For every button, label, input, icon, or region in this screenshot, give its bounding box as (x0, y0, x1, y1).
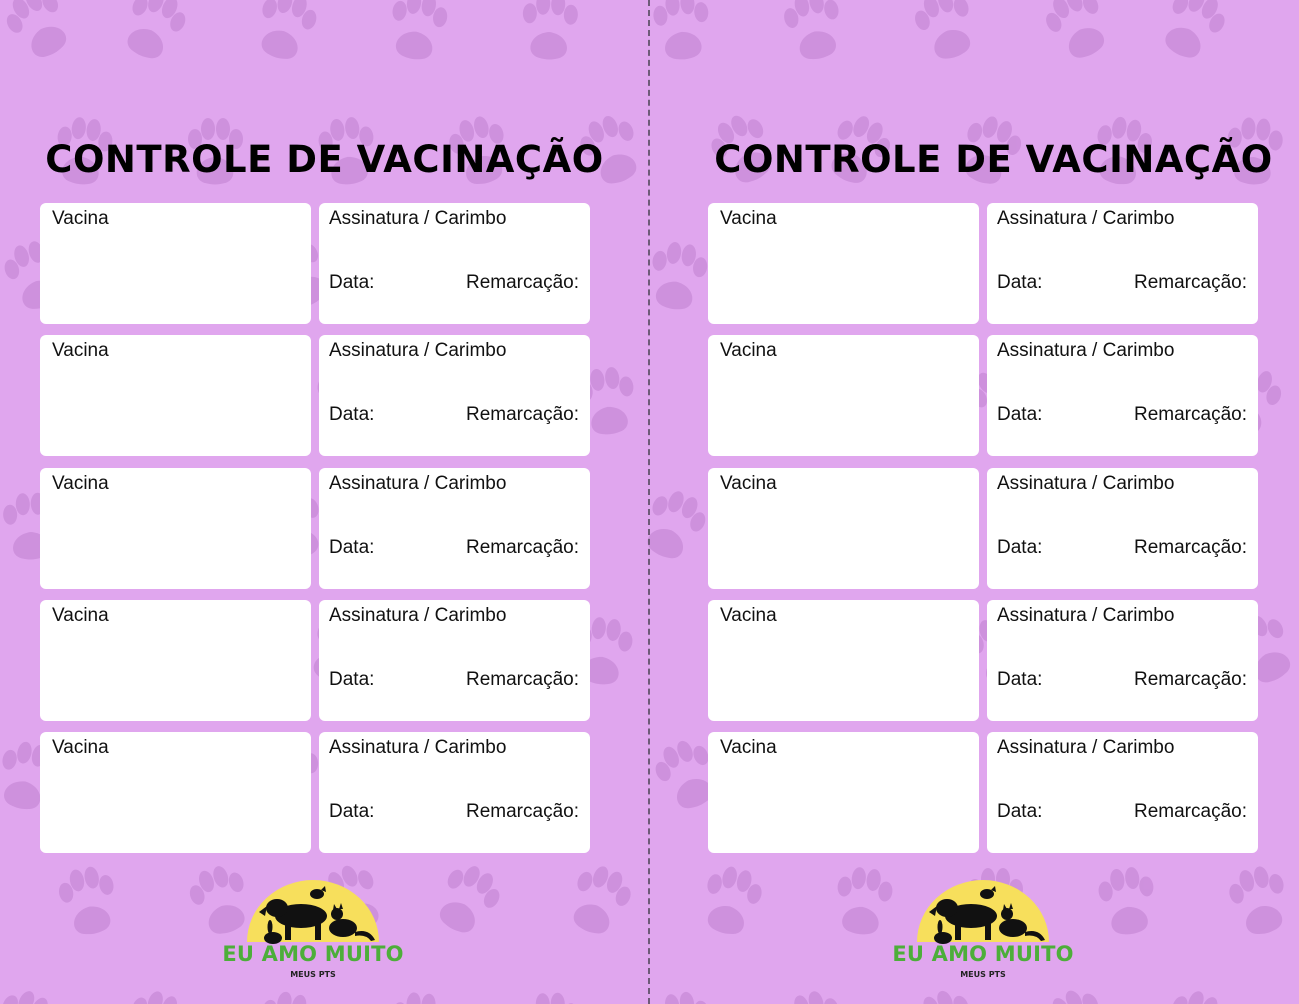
vaccine-box[interactable] (40, 335, 311, 456)
date-label: Data: (329, 404, 375, 425)
signature-label: Assinatura / Carimbo (997, 208, 1175, 229)
reschedule-label: Remarcação: (1134, 537, 1247, 558)
reschedule-label: Remarcação: (1134, 404, 1247, 425)
date-label: Data: (329, 669, 375, 690)
reschedule-label: Remarcação: (466, 272, 579, 293)
signature-label: Assinatura / Carimbo (329, 473, 507, 494)
vaccine-label: Vacina (52, 208, 109, 229)
vaccine-label: Vacina (52, 340, 109, 361)
vaccine-label: Vacina (720, 473, 777, 494)
vaccine-label: Vacina (720, 340, 777, 361)
vaccine-label: Vacina (52, 605, 109, 626)
vaccine-box[interactable] (708, 335, 979, 456)
vaccine-box[interactable] (40, 600, 311, 721)
vaccine-box[interactable] (40, 203, 311, 324)
vaccine-box[interactable] (708, 203, 979, 324)
logo-name: EU AMO MUITO (892, 942, 1074, 966)
vaccine-box[interactable] (40, 468, 311, 589)
vaccination-card-left (0, 0, 649, 1004)
vaccine-box[interactable] (40, 732, 311, 853)
signature-label: Assinatura / Carimbo (329, 605, 507, 626)
reschedule-label: Remarcação: (466, 404, 579, 425)
signature-box[interactable] (987, 203, 1258, 324)
logo-tagline: MEUS PTS (960, 970, 1006, 979)
brand-logo (883, 876, 1083, 986)
vaccine-box[interactable] (708, 468, 979, 589)
logo-name: EU AMO MUITO (222, 942, 404, 966)
reschedule-label: Remarcação: (466, 537, 579, 558)
signature-box[interactable] (987, 468, 1258, 589)
date-label: Data: (329, 537, 375, 558)
brand-logo (213, 876, 413, 986)
signature-box[interactable] (319, 335, 590, 456)
vaccine-box[interactable] (708, 732, 979, 853)
reschedule-label: Remarcação: (1134, 801, 1247, 822)
date-label: Data: (329, 801, 375, 822)
vaccine-label: Vacina (720, 605, 777, 626)
date-label: Data: (997, 272, 1043, 293)
vaccine-label: Vacina (52, 473, 109, 494)
reschedule-label: Remarcação: (466, 669, 579, 690)
signature-box[interactable] (987, 335, 1258, 456)
date-label: Data: (997, 801, 1043, 822)
date-label: Data: (997, 669, 1043, 690)
signature-label: Assinatura / Carimbo (329, 737, 507, 758)
vaccine-label: Vacina (720, 208, 777, 229)
signature-box[interactable] (319, 203, 590, 324)
signature-label: Assinatura / Carimbo (329, 208, 507, 229)
vaccine-label: Vacina (52, 737, 109, 758)
signature-label: Assinatura / Carimbo (997, 737, 1175, 758)
signature-box[interactable] (987, 732, 1258, 853)
page-title: CONTROLE DE VACINAÇÃO (714, 138, 1273, 181)
reschedule-label: Remarcação: (1134, 272, 1247, 293)
signature-label: Assinatura / Carimbo (997, 340, 1175, 361)
date-label: Data: (997, 404, 1043, 425)
date-label: Data: (329, 272, 375, 293)
signature-label: Assinatura / Carimbo (329, 340, 507, 361)
reschedule-label: Remarcação: (1134, 669, 1247, 690)
page-title: CONTROLE DE VACINAÇÃO (45, 138, 604, 181)
vaccine-label: Vacina (720, 737, 777, 758)
vaccine-box[interactable] (708, 600, 979, 721)
reschedule-label: Remarcação: (466, 801, 579, 822)
signature-box[interactable] (319, 600, 590, 721)
logo-tagline: MEUS PTS (290, 970, 336, 979)
signature-box[interactable] (319, 468, 590, 589)
signature-box[interactable] (319, 732, 590, 853)
signature-label: Assinatura / Carimbo (997, 605, 1175, 626)
vaccination-card-right (669, 0, 1299, 1004)
signature-label: Assinatura / Carimbo (997, 473, 1175, 494)
date-label: Data: (997, 537, 1043, 558)
signature-box[interactable] (987, 600, 1258, 721)
